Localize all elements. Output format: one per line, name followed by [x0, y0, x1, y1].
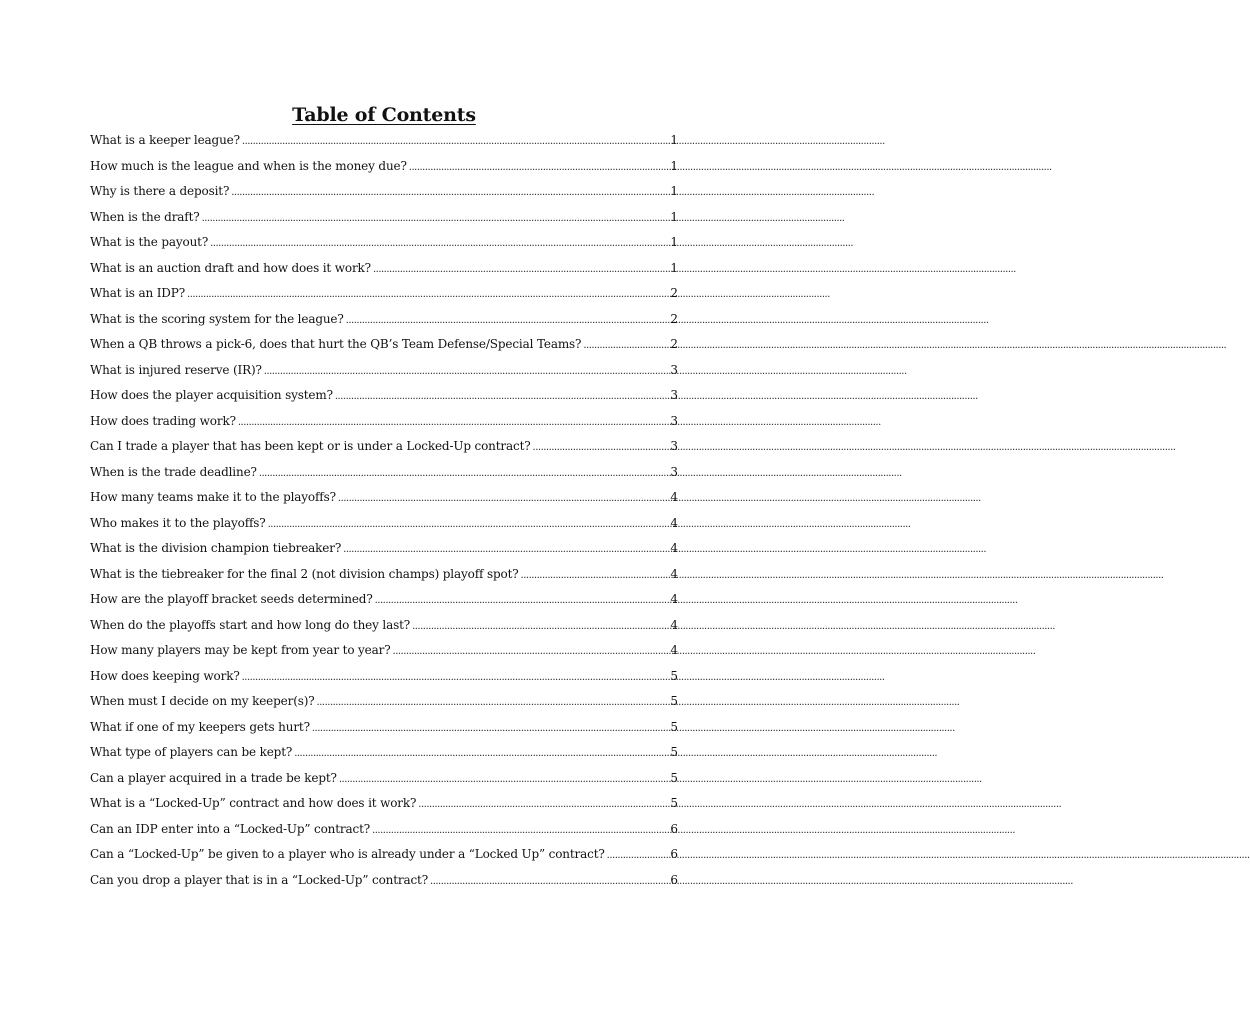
dot-leader	[231, 180, 667, 206]
toc-entry-question: Can I trade a player that has been kept or is under a Locked-Up contract?	[90, 439, 531, 453]
toc-entry	[90, 179, 678, 205]
toc-entry-page-number: 6	[670, 872, 678, 887]
dot-leader	[242, 129, 667, 155]
toc-entry	[90, 409, 678, 435]
toc-entry-page-number: 1	[670, 260, 678, 275]
toc-entry	[90, 664, 678, 690]
toc-entry-page-number: 4	[670, 515, 678, 530]
toc-entry-page-number: 6	[670, 847, 678, 861]
toc-entry	[90, 434, 678, 460]
toc-entry-page-number: 5	[670, 796, 678, 810]
toc-entry	[90, 332, 678, 358]
toc-entry	[90, 842, 678, 868]
toc-entry	[90, 817, 678, 843]
toc-entry-question: How does keeping work?	[90, 668, 240, 683]
dot-leader	[412, 614, 667, 640]
toc-entry	[90, 791, 678, 817]
toc-entry-page-number: 2	[670, 311, 678, 326]
toc-entry-question: When do the playoffs start and how long do they last?	[90, 617, 411, 632]
toc-entry-page-number: 1	[670, 209, 678, 224]
toc-entry-page-number: 3	[670, 362, 678, 377]
toc-entry	[90, 358, 678, 384]
toc-entry	[90, 689, 678, 715]
toc-entry-page-number: 4	[670, 617, 678, 632]
dot-leader	[238, 410, 667, 436]
dot-leader	[583, 333, 667, 359]
dot-leader	[418, 792, 667, 818]
toc-entry-page-number: 5	[670, 694, 678, 708]
toc-entry-page-number: 6	[670, 821, 678, 836]
dot-leader	[409, 155, 667, 181]
dot-leader	[259, 461, 667, 487]
toc-entry-question: What is the tiebreaker for the final 2 (not division champs) playoff spot?	[90, 566, 519, 581]
dot-leader	[268, 512, 667, 538]
toc-entry-page-number: 5	[670, 745, 678, 759]
dot-leader	[264, 359, 667, 385]
toc-entry-page-number: 2	[670, 337, 678, 351]
dot-leader	[373, 257, 667, 283]
toc-entry-question: What is an auction draft and how does it work?	[90, 260, 371, 275]
toc-entry-question: How much is the league and when is the money due?	[90, 158, 407, 173]
toc-list	[90, 128, 678, 893]
dot-leader	[338, 486, 667, 512]
toc-entry-page-number: 3	[670, 388, 678, 402]
toc-entry-page-number: 3	[670, 439, 678, 453]
toc-entry-question: How does trading work?	[90, 413, 236, 428]
toc-entry	[90, 460, 678, 486]
dot-leader	[317, 690, 667, 716]
toc-entry-question: What is the division champion tiebreaker?	[90, 541, 342, 555]
dot-leader	[202, 206, 667, 232]
toc-entry-question: What is the scoring system for the league?	[90, 311, 344, 326]
dot-leader	[375, 588, 667, 614]
dot-leader	[294, 741, 667, 767]
toc-entry	[90, 230, 678, 256]
dot-leader	[430, 869, 667, 895]
toc-entry	[90, 281, 678, 307]
toc-entry	[90, 511, 678, 537]
toc-entry-page-number: 1	[670, 235, 678, 249]
dot-leader	[312, 716, 667, 742]
toc-entry-question: What is a “Locked-Up” contract and how does it work?	[90, 796, 417, 810]
toc-entry-question: What is an IDP?	[90, 286, 185, 300]
toc-entry	[90, 485, 678, 511]
toc-entry-question: Can you drop a player that is in a “Locked-Up” contract?	[90, 872, 429, 887]
toc-entry	[90, 613, 678, 639]
dot-leader	[210, 231, 667, 257]
toc-entry-question: Can an IDP enter into a “Locked-Up” contract?	[90, 821, 371, 836]
toc-entry-question: How does the player acquisition system?	[90, 388, 333, 402]
dot-leader	[343, 537, 667, 563]
toc-entry	[90, 740, 678, 766]
toc-entry-page-number: 1	[670, 158, 678, 173]
toc-entry	[90, 766, 678, 792]
toc-entry-question: When a QB throws a pick-6, does that hurt the QB’s Team Defense/Special Teams?	[90, 337, 582, 351]
dot-leader	[187, 282, 667, 308]
toc-entry-question: What is a keeper league?	[90, 133, 240, 147]
toc-entry	[90, 587, 678, 613]
toc-entry-question: When must I decide on my keeper(s)?	[90, 694, 315, 708]
toc-entry-question: When is the trade deadline?	[90, 464, 257, 479]
toc-entry-question: What type of players can be kept?	[90, 745, 293, 759]
toc-entry-question: Can a player acquired in a trade be kept?	[90, 770, 337, 785]
toc-entry	[90, 536, 678, 562]
dot-leader	[393, 639, 667, 665]
toc-entry-page-number: 3	[670, 464, 678, 479]
toc-entry	[90, 638, 678, 664]
dot-leader	[346, 308, 667, 334]
dot-leader	[533, 435, 667, 461]
page-title: Table of Contents	[292, 104, 476, 126]
toc-entry-question: What if one of my keepers gets hurt?	[90, 719, 310, 734]
toc-entry	[90, 307, 678, 333]
toc-entry-page-number: 2	[670, 286, 678, 300]
toc-entry-page-number: 4	[670, 541, 678, 555]
toc-entry-question: When is the draft?	[90, 209, 200, 224]
toc-entry-question: Why is there a deposit?	[90, 184, 230, 198]
toc-entry	[90, 562, 678, 588]
toc-entry	[90, 868, 678, 894]
dot-leader	[242, 665, 667, 691]
toc-entry-page-number: 1	[670, 184, 678, 198]
toc-entry-question: Who makes it to the playoffs?	[90, 515, 266, 530]
dot-leader	[607, 843, 667, 869]
toc-entry-question: How many players may be kept from year to year?	[90, 643, 391, 657]
toc-entry-question: How many teams make it to the playoffs?	[90, 490, 336, 504]
toc-entry-page-number: 5	[670, 668, 678, 683]
toc-entry	[90, 128, 678, 154]
toc-entry-page-number: 4	[670, 490, 678, 504]
toc-entry-question: How are the playoff bracket seeds determined?	[90, 592, 373, 606]
toc-entry-page-number: 5	[670, 770, 678, 785]
toc-entry-question: What is the payout?	[90, 235, 209, 249]
toc-entry-question: Can a “Locked-Up” be given to a player who is already under a “Locked Up” contract?	[90, 847, 605, 861]
toc-entry-page-number: 5	[670, 719, 678, 734]
dot-leader	[521, 563, 667, 589]
toc-entry	[90, 205, 678, 231]
toc-entry	[90, 383, 678, 409]
toc-entry-page-number: 4	[670, 643, 678, 657]
toc-entry-page-number: 1	[670, 133, 678, 147]
toc-entry-page-number: 4	[670, 566, 678, 581]
dot-leader	[372, 818, 667, 844]
toc-entry-page-number: 4	[670, 592, 678, 606]
toc-entry	[90, 154, 678, 180]
toc-entry-question: What is injured reserve (IR)?	[90, 362, 262, 377]
toc-entry	[90, 256, 678, 282]
dot-leader	[339, 767, 667, 793]
dot-leader	[335, 384, 667, 410]
toc-entry	[90, 715, 678, 741]
toc-entry-page-number: 3	[670, 413, 678, 428]
